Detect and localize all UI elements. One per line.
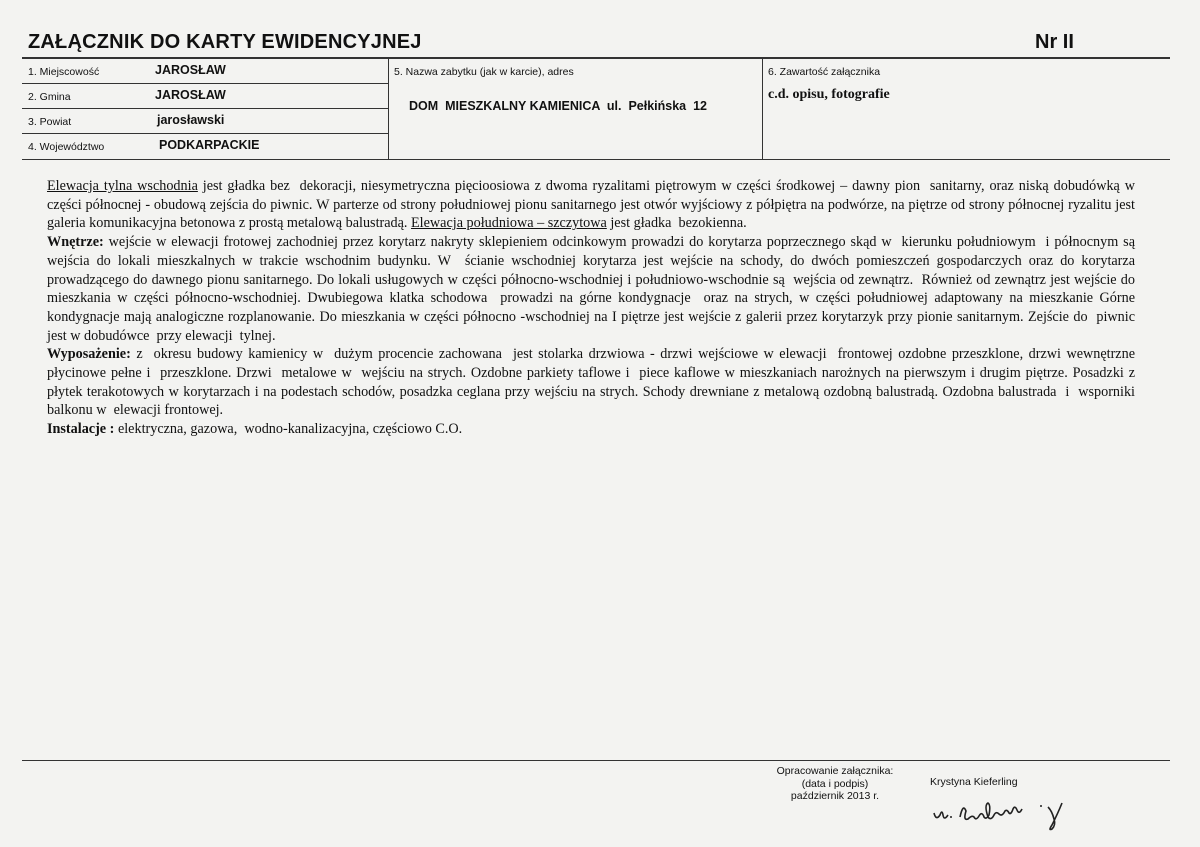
equipment-heading: Wyposażenie: <box>47 346 131 363</box>
wojewodztwo-value: PODKARPACKIE <box>159 138 260 152</box>
date-signature-note: (data i podpis) <box>801 777 869 790</box>
document-number: Nr II <box>1035 31 1074 53</box>
header-table <box>22 57 1170 160</box>
installations-paragraph <box>47 420 1135 439</box>
preparation-title: Opracowanie załącznika: <box>776 765 894 777</box>
south-elevation-heading: Elewacja południowa – szczytowa <box>411 215 607 232</box>
column-divider <box>762 59 763 159</box>
wojewodztwo-label: 4. Województwo <box>28 141 105 153</box>
interior-heading: Wnętrze: <box>47 234 104 251</box>
equipment-paragraph <box>47 345 1143 420</box>
column-divider <box>388 59 389 159</box>
footer-divider <box>22 760 1170 761</box>
description-body <box>47 177 1143 439</box>
row-divider <box>22 108 388 109</box>
powiat-label: 3. Powiat <box>28 116 72 128</box>
author-name: Krystyna Kieferling <box>930 776 1018 788</box>
installations-heading: Instalacje : <box>47 421 115 438</box>
nazwa-label: 5. Nazwa zabytku (jak w karcie), adres <box>394 66 574 78</box>
installations-text: elektryczna, gazowa, wodno-kanalizacyjna, częściowo C.O. <box>114 421 463 438</box>
document-title: ZAŁĄCZNIK DO KARTY EWIDENCYJNEJ <box>28 31 422 53</box>
gmina-value: JAROSŁAW <box>155 88 226 102</box>
powiat-value: jarosławski <box>157 113 225 127</box>
rear-elevation-text: jest gładka bez dekoracji, niesymetryczna pięcioosiowa z dwoma ryzalitami piętrowym w części środkowej – dawny pion sanitarny, oraz niską dobudówką w części północnej - obudową zejścia do piwnic. W parterze od strony południowej pionu sanitarnego jest otwór wyjściowy z półpiętra na podwórze, na piętrze od strony północnej ryzalitu jest galeria komunikacyjna betonowa z prostą metalową balustradą. <box>47 178 1139 232</box>
elevation-paragraph <box>47 177 1139 233</box>
nazwa-value: DOM MIESZKALNY KAMIENICA ul. Pełkińska 12 <box>409 99 707 113</box>
south-elevation-text: jest gładka bezokienna. <box>606 215 747 232</box>
rear-elevation-heading: Elewacja tylna wschodnia <box>47 178 198 194</box>
row-divider <box>22 83 388 84</box>
row-divider <box>22 133 388 134</box>
interior-text: wejście w elewacji frotowej zachodniej przez korytarz nakryty sklepieniem odcinkowym prowadzi do korytarza poprzecznego skąd w kierunku południowym i północnym są wejścia do lokali mieszkalnych w trakcie wschodnim budynku. W ścianie wschodniej korytarza jest wejście na schody, do dwóch pomieszczeń gospodarczych oraz do korytarza prowadzącego do dawnego pionu sanitarnego. Do lokali usługowych w części północno-wschodniej i południowo-wschodnie są wejścia od zewnątrz. Również od zewnątrz jest wejście do mieszkania w części północno-wschodniej. Dwubiegowa klatka schodowa prowadzi na górne kondygnacje oraz na strych, w części południowej adaptowany na mieszkanie Górne kondygnacje mają analogiczne rozplanowanie. Do mieszkania w części północno -wschodniej na I piętrze jest wejście z galerii przez korytarzyk przy pionie sanitarnym. Zejście do piwnic jest w dobudówce przy elewacji tylnej. <box>47 234 1143 344</box>
preparation-date: październik 2013 r. <box>790 790 880 802</box>
equipment-text: z okresu budowy kamienicy w dużym procencie zachowana jest stolarka drzwiowa - drzwi wejściowe w elewacji frontowej ozdobne przeszklone, drzwi wewnętrzne płycinowe pełne i przeszklone. Drzwi metalowe w wejściu na strych. Ozdobne parkiety taflowe i piece kaflowe w mieszkaniach narożnych na pierwszym i drugim piętrze. Posadzki z płytek terakotowych w korytarzach i na podestach schodów, posadzka ceglana przy wejściu na strych. Schody drewniane z metalową ozdobną balustradą. Ozdobna balustrada i wsporniki balkonu w elewacji frontowej. <box>47 346 1143 419</box>
gmina-label: 2. Gmina <box>28 91 71 103</box>
zawartosc-value: c.d. opisu, fotografie <box>768 87 890 102</box>
interior-paragraph <box>47 233 1143 345</box>
preparation-label <box>760 765 910 803</box>
miejscowosc-label: 1. Miejscowość <box>28 66 100 78</box>
miejscowosc-value: JAROSŁAW <box>155 63 226 77</box>
handwritten-signature <box>930 793 1090 833</box>
zawartosc-label: 6. Zawartość załącznika <box>768 66 881 78</box>
